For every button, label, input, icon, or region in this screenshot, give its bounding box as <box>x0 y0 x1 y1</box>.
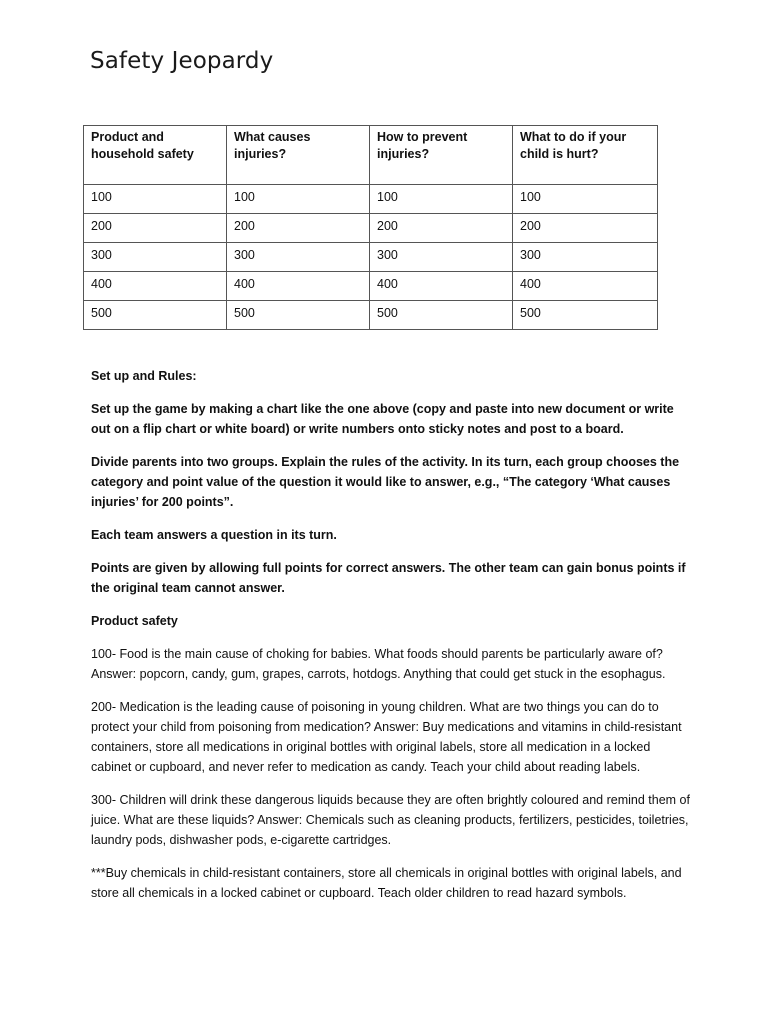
rules-turns-paragraph: Each team answers a question in its turn. <box>91 528 337 542</box>
rules-setup-paragraph: Set up the game by making a chart like the one above (copy and paste into new document or write out on a flip chart or white board) or write numbers onto sticky notes and post to a board. <box>91 402 674 436</box>
page-title: Safety Jeopardy <box>90 48 274 74</box>
document-body <box>91 366 691 916</box>
table-cell: 300 <box>227 243 370 272</box>
table-cell: 300 <box>84 243 227 272</box>
jeopardy-table <box>83 125 658 330</box>
table-cell: 100 <box>513 185 658 214</box>
table-row <box>84 185 658 214</box>
rules-points-paragraph: Points are given by allowing full points for correct answers. The other team can gain bonus points if the original team cannot answer. <box>91 561 686 595</box>
table-cell: 500 <box>370 301 513 330</box>
table-cell: 400 <box>513 272 658 301</box>
table-cell: 400 <box>227 272 370 301</box>
table-cell: 400 <box>370 272 513 301</box>
table-cell: 200 <box>227 214 370 243</box>
product-safety-heading: Product safety <box>91 614 178 628</box>
table-cell: 500 <box>513 301 658 330</box>
table-cell: 200 <box>513 214 658 243</box>
table-cell: 200 <box>84 214 227 243</box>
table-row <box>84 243 658 272</box>
table-row <box>84 272 658 301</box>
table-row <box>84 214 658 243</box>
table-cell: 100 <box>84 185 227 214</box>
rules-heading: Set up and Rules: <box>91 369 197 383</box>
column-header-product-safety: Product and household safety <box>84 126 227 185</box>
table-cell: 300 <box>370 243 513 272</box>
table-cell: 500 <box>227 301 370 330</box>
table-cell: 300 <box>513 243 658 272</box>
table-cell: 400 <box>84 272 227 301</box>
rules-divide-paragraph: Divide parents into two groups. Explain the rules of the activity. In its turn, each group chooses the category and point value of the question it would like to answer, e.g., “The category ‘What causes injuries’ for 200 points”. <box>91 455 680 509</box>
table-header-row <box>84 126 658 185</box>
table-cell: 100 <box>227 185 370 214</box>
question-100-paragraph: 100- Food is the main cause of choking for babies. What foods should parents be particularly aware of? Answer: popcorn, candy, gum, grapes, carrots, hotdogs. Anything that could get stuck in the esophagus. <box>91 647 666 681</box>
question-200-paragraph: 200- Medication is the leading cause of poisoning in young children. What are two things you can do to protect your child from poisoning from medication? Answer: Buy medications and vitamins in child-resistant containers, store all medications in original bottles with original labels, store all medication in a locked cabinet or cupboard, and never refer to medication as candy. Teach your child about reading labels. <box>91 700 682 774</box>
column-header-child-hurt: What to do if your child is hurt? <box>513 126 658 185</box>
table-cell: 500 <box>84 301 227 330</box>
table-cell: 100 <box>370 185 513 214</box>
question-300-paragraph: 300- Children will drink these dangerous liquids because they are often brightly coloured and remind them of juice. What are these liquids? Answer: Chemicals such as cleaning products, fertilizers, pesticides, toiletries, laundry pods, dishwasher pods, e-cigarette cartridges. <box>91 793 690 847</box>
column-header-causes: What causes injuries? <box>227 126 370 185</box>
chemicals-note-paragraph: ***Buy chemicals in child-resistant containers, store all chemicals in original bottles with original labels, and store all chemicals in a locked cabinet or cupboard. Teach older children to read hazard symbols. <box>91 866 682 900</box>
column-header-prevent: How to prevent injuries? <box>370 126 513 185</box>
table-row <box>84 301 658 330</box>
table-cell: 200 <box>370 214 513 243</box>
